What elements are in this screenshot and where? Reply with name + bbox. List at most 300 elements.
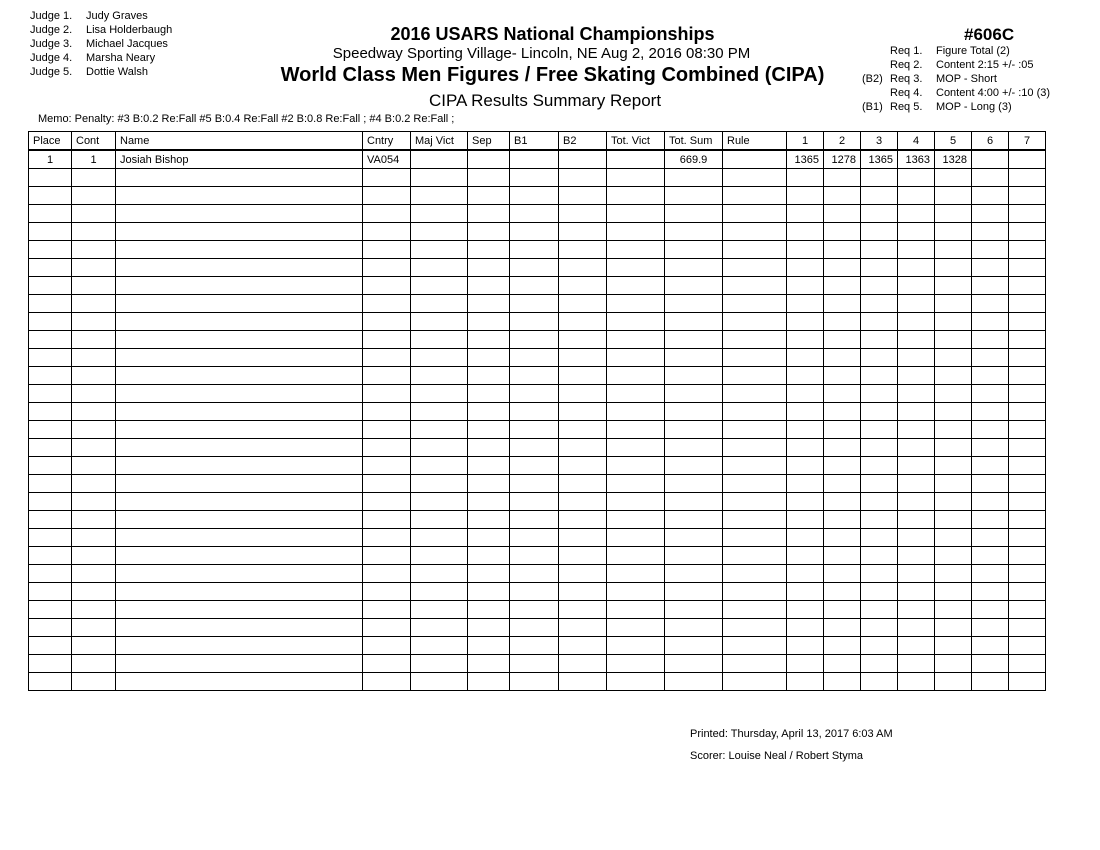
empty-cell bbox=[607, 349, 665, 367]
empty-cell bbox=[898, 403, 935, 421]
empty-cell bbox=[559, 529, 607, 547]
empty-cell bbox=[72, 295, 116, 313]
empty-cell bbox=[607, 457, 665, 475]
empty-cell bbox=[787, 637, 824, 655]
empty-cell bbox=[510, 277, 559, 295]
empty-cell bbox=[824, 529, 861, 547]
empty-cell bbox=[29, 475, 72, 493]
empty-cell bbox=[898, 583, 935, 601]
empty-cell bbox=[723, 511, 787, 529]
empty-cell bbox=[468, 475, 510, 493]
empty-cell bbox=[723, 457, 787, 475]
empty-cell bbox=[116, 673, 363, 691]
empty-cell bbox=[411, 241, 468, 259]
table-header-row bbox=[29, 132, 1046, 151]
empty-cell bbox=[861, 385, 898, 403]
empty-cell bbox=[723, 673, 787, 691]
empty-cell bbox=[935, 421, 972, 439]
empty-cell bbox=[363, 295, 411, 313]
empty-cell bbox=[607, 529, 665, 547]
empty-cell bbox=[411, 421, 468, 439]
empty-cell bbox=[824, 277, 861, 295]
empty-cell bbox=[787, 457, 824, 475]
empty-cell bbox=[411, 529, 468, 547]
col-header-name: Name bbox=[116, 132, 363, 151]
empty-cell bbox=[972, 655, 1009, 673]
empty-cell bbox=[972, 367, 1009, 385]
empty-cell bbox=[29, 457, 72, 475]
empty-cell bbox=[861, 259, 898, 277]
empty-cell bbox=[898, 493, 935, 511]
empty-cell bbox=[935, 457, 972, 475]
empty-cell bbox=[1009, 565, 1046, 583]
empty-cell bbox=[72, 169, 116, 187]
requirements-list bbox=[862, 44, 1050, 114]
empty-cell bbox=[665, 403, 723, 421]
table-row-empty bbox=[29, 637, 1046, 655]
empty-cell bbox=[1009, 601, 1046, 619]
empty-cell bbox=[665, 259, 723, 277]
empty-cell bbox=[72, 205, 116, 223]
empty-cell bbox=[861, 241, 898, 259]
empty-cell bbox=[510, 673, 559, 691]
empty-cell bbox=[723, 403, 787, 421]
empty-cell bbox=[861, 187, 898, 205]
empty-cell bbox=[559, 475, 607, 493]
empty-cell bbox=[116, 295, 363, 313]
empty-cell bbox=[861, 439, 898, 457]
empty-cell bbox=[510, 205, 559, 223]
empty-cell bbox=[723, 565, 787, 583]
empty-cell bbox=[935, 349, 972, 367]
table-row-empty bbox=[29, 601, 1046, 619]
empty-cell bbox=[824, 421, 861, 439]
empty-cell bbox=[1009, 187, 1046, 205]
empty-cell bbox=[723, 295, 787, 313]
empty-cell bbox=[468, 439, 510, 457]
empty-cell bbox=[898, 205, 935, 223]
empty-cell bbox=[972, 439, 1009, 457]
empty-cell bbox=[363, 241, 411, 259]
empty-cell bbox=[665, 295, 723, 313]
empty-cell bbox=[411, 223, 468, 241]
empty-cell bbox=[411, 457, 468, 475]
empty-cell bbox=[787, 205, 824, 223]
table-row-empty bbox=[29, 367, 1046, 385]
empty-cell bbox=[723, 259, 787, 277]
empty-cell bbox=[411, 655, 468, 673]
requirement-number: Req 5. bbox=[890, 101, 923, 113]
empty-cell bbox=[665, 475, 723, 493]
table-row-empty bbox=[29, 673, 1046, 691]
requirement-tag: (B2) bbox=[862, 73, 883, 85]
empty-cell bbox=[72, 367, 116, 385]
empty-cell bbox=[935, 331, 972, 349]
empty-cell bbox=[363, 385, 411, 403]
empty-cell bbox=[665, 349, 723, 367]
empty-cell bbox=[1009, 349, 1046, 367]
table-row-empty bbox=[29, 385, 1046, 403]
empty-cell bbox=[363, 367, 411, 385]
empty-cell bbox=[72, 493, 116, 511]
table-row-empty bbox=[29, 403, 1046, 421]
empty-cell bbox=[468, 295, 510, 313]
empty-cell bbox=[898, 313, 935, 331]
empty-cell bbox=[468, 187, 510, 205]
empty-cell bbox=[972, 349, 1009, 367]
empty-cell bbox=[468, 511, 510, 529]
empty-cell bbox=[787, 295, 824, 313]
empty-cell bbox=[898, 475, 935, 493]
empty-cell bbox=[935, 565, 972, 583]
empty-cell bbox=[723, 187, 787, 205]
empty-cell bbox=[29, 565, 72, 583]
empty-cell bbox=[510, 169, 559, 187]
empty-cell bbox=[824, 259, 861, 277]
empty-cell bbox=[559, 331, 607, 349]
empty-cell bbox=[607, 241, 665, 259]
empty-cell bbox=[72, 421, 116, 439]
empty-cell bbox=[607, 637, 665, 655]
empty-cell bbox=[723, 439, 787, 457]
empty-cell bbox=[72, 223, 116, 241]
empty-cell bbox=[1009, 169, 1046, 187]
empty-cell bbox=[468, 601, 510, 619]
empty-cell bbox=[787, 565, 824, 583]
table-row-empty bbox=[29, 421, 1046, 439]
empty-cell bbox=[116, 511, 363, 529]
cell-sep bbox=[468, 150, 510, 169]
empty-cell bbox=[510, 583, 559, 601]
empty-cell bbox=[72, 349, 116, 367]
requirement-text: Figure Total (2) bbox=[936, 45, 1010, 57]
empty-cell bbox=[29, 439, 72, 457]
empty-cell bbox=[510, 619, 559, 637]
cell-judge-3: 1365 bbox=[861, 150, 898, 169]
col-header-judge-5: 5 bbox=[935, 132, 972, 151]
judge-name: Dottie Walsh bbox=[86, 66, 148, 78]
empty-cell bbox=[559, 421, 607, 439]
cell-name: Josiah Bishop bbox=[116, 150, 363, 169]
requirement-row bbox=[862, 58, 1050, 72]
empty-cell bbox=[510, 511, 559, 529]
empty-cell bbox=[787, 241, 824, 259]
empty-cell bbox=[723, 421, 787, 439]
empty-cell bbox=[468, 493, 510, 511]
col-header-country: Cntry bbox=[363, 132, 411, 151]
empty-cell bbox=[824, 637, 861, 655]
empty-cell bbox=[411, 295, 468, 313]
empty-cell bbox=[972, 259, 1009, 277]
empty-cell bbox=[861, 295, 898, 313]
empty-cell bbox=[468, 169, 510, 187]
empty-cell bbox=[607, 601, 665, 619]
empty-cell bbox=[665, 511, 723, 529]
empty-cell bbox=[468, 655, 510, 673]
empty-cell bbox=[510, 439, 559, 457]
empty-cell bbox=[665, 565, 723, 583]
empty-cell bbox=[1009, 529, 1046, 547]
empty-cell bbox=[363, 205, 411, 223]
empty-cell bbox=[510, 241, 559, 259]
empty-cell bbox=[898, 385, 935, 403]
empty-cell bbox=[861, 637, 898, 655]
empty-cell bbox=[411, 367, 468, 385]
empty-cell bbox=[607, 583, 665, 601]
empty-cell bbox=[723, 637, 787, 655]
empty-cell bbox=[607, 493, 665, 511]
empty-cell bbox=[861, 601, 898, 619]
empty-cell bbox=[411, 331, 468, 349]
table-row bbox=[29, 150, 1046, 169]
empty-cell bbox=[607, 673, 665, 691]
empty-cell bbox=[116, 583, 363, 601]
empty-cell bbox=[861, 655, 898, 673]
empty-cell bbox=[1009, 457, 1046, 475]
empty-cell bbox=[787, 493, 824, 511]
empty-cell bbox=[116, 259, 363, 277]
empty-cell bbox=[787, 619, 824, 637]
empty-cell bbox=[861, 331, 898, 349]
empty-cell bbox=[363, 331, 411, 349]
table-row-empty bbox=[29, 169, 1046, 187]
empty-cell bbox=[898, 187, 935, 205]
printed-timestamp: Printed: Thursday, April 13, 2017 6:03 AM bbox=[690, 728, 893, 740]
empty-cell bbox=[510, 421, 559, 439]
empty-cell bbox=[468, 385, 510, 403]
empty-cell bbox=[824, 457, 861, 475]
empty-cell bbox=[935, 583, 972, 601]
empty-cell bbox=[72, 475, 116, 493]
empty-cell bbox=[510, 529, 559, 547]
col-header-cont: Cont bbox=[72, 132, 116, 151]
empty-cell bbox=[72, 583, 116, 601]
empty-cell bbox=[116, 241, 363, 259]
cell-judge-2: 1278 bbox=[824, 150, 861, 169]
empty-cell bbox=[468, 313, 510, 331]
empty-cell bbox=[723, 475, 787, 493]
empty-cell bbox=[861, 583, 898, 601]
empty-cell bbox=[898, 547, 935, 565]
empty-cell bbox=[116, 475, 363, 493]
empty-cell bbox=[898, 601, 935, 619]
empty-cell bbox=[607, 295, 665, 313]
requirement-text: Content 2:15 +/- :05 bbox=[936, 59, 1034, 71]
empty-cell bbox=[116, 205, 363, 223]
empty-cell bbox=[935, 277, 972, 295]
empty-cell bbox=[411, 601, 468, 619]
empty-cell bbox=[787, 403, 824, 421]
cell-b1 bbox=[510, 150, 559, 169]
empty-cell bbox=[510, 475, 559, 493]
empty-cell bbox=[1009, 367, 1046, 385]
col-header-rule: Rule bbox=[723, 132, 787, 151]
table-row-empty bbox=[29, 205, 1046, 223]
empty-cell bbox=[898, 169, 935, 187]
empty-cell bbox=[935, 187, 972, 205]
empty-cell bbox=[824, 367, 861, 385]
empty-cell bbox=[72, 565, 116, 583]
empty-cell bbox=[787, 421, 824, 439]
empty-cell bbox=[559, 295, 607, 313]
empty-cell bbox=[972, 421, 1009, 439]
col-header-judge-6: 6 bbox=[972, 132, 1009, 151]
table-row-empty bbox=[29, 223, 1046, 241]
empty-cell bbox=[1009, 475, 1046, 493]
empty-cell bbox=[411, 187, 468, 205]
empty-cell bbox=[824, 511, 861, 529]
table-row-empty bbox=[29, 439, 1046, 457]
empty-cell bbox=[935, 259, 972, 277]
empty-cell bbox=[972, 295, 1009, 313]
empty-cell bbox=[510, 565, 559, 583]
empty-cell bbox=[665, 331, 723, 349]
empty-cell bbox=[607, 385, 665, 403]
empty-cell bbox=[116, 169, 363, 187]
empty-cell bbox=[935, 385, 972, 403]
table-row-empty bbox=[29, 475, 1046, 493]
empty-cell bbox=[29, 223, 72, 241]
empty-cell bbox=[723, 277, 787, 295]
empty-cell bbox=[29, 421, 72, 439]
cell-rule bbox=[723, 150, 787, 169]
championship-title: 2016 USARS National Championships bbox=[390, 24, 715, 44]
empty-cell bbox=[559, 655, 607, 673]
empty-cell bbox=[559, 187, 607, 205]
empty-cell bbox=[723, 601, 787, 619]
empty-cell bbox=[898, 439, 935, 457]
empty-cell bbox=[787, 331, 824, 349]
penalty-memo: Memo: Penalty: #3 B:0.2 Re:Fall #5 B:0.4 Re:Fall #2 B:0.8 Re:Fall ; #4 B:0.2 Re:Fall ; bbox=[38, 113, 455, 125]
empty-cell bbox=[935, 529, 972, 547]
empty-cell bbox=[607, 511, 665, 529]
empty-cell bbox=[665, 421, 723, 439]
empty-cell bbox=[510, 367, 559, 385]
requirement-number: Req 2. bbox=[890, 59, 923, 71]
empty-cell bbox=[607, 187, 665, 205]
empty-cell bbox=[363, 313, 411, 331]
empty-cell bbox=[723, 223, 787, 241]
empty-cell bbox=[363, 493, 411, 511]
empty-cell bbox=[723, 205, 787, 223]
empty-cell bbox=[787, 367, 824, 385]
empty-cell bbox=[1009, 637, 1046, 655]
empty-cell bbox=[787, 547, 824, 565]
empty-cell bbox=[363, 619, 411, 637]
empty-cell bbox=[665, 457, 723, 475]
empty-cell bbox=[665, 493, 723, 511]
empty-cell bbox=[116, 367, 363, 385]
empty-cell bbox=[898, 673, 935, 691]
empty-cell bbox=[72, 187, 116, 205]
empty-cell bbox=[824, 331, 861, 349]
empty-cell bbox=[665, 601, 723, 619]
empty-cell bbox=[824, 619, 861, 637]
empty-cell bbox=[72, 673, 116, 691]
empty-cell bbox=[861, 403, 898, 421]
empty-cell bbox=[72, 277, 116, 295]
empty-cell bbox=[1009, 331, 1046, 349]
empty-cell bbox=[935, 295, 972, 313]
empty-cell bbox=[824, 313, 861, 331]
empty-cell bbox=[29, 349, 72, 367]
table-row-empty bbox=[29, 655, 1046, 673]
requirement-number: Req 1. bbox=[890, 45, 923, 57]
empty-cell bbox=[363, 601, 411, 619]
empty-cell bbox=[665, 277, 723, 295]
empty-cell bbox=[898, 565, 935, 583]
empty-cell bbox=[116, 439, 363, 457]
empty-cell bbox=[935, 439, 972, 457]
empty-cell bbox=[411, 205, 468, 223]
empty-cell bbox=[116, 655, 363, 673]
empty-cell bbox=[29, 169, 72, 187]
empty-cell bbox=[363, 673, 411, 691]
empty-cell bbox=[29, 241, 72, 259]
empty-cell bbox=[29, 385, 72, 403]
empty-cell bbox=[665, 223, 723, 241]
empty-cell bbox=[787, 223, 824, 241]
empty-cell bbox=[861, 493, 898, 511]
empty-cell bbox=[468, 403, 510, 421]
empty-cell bbox=[363, 529, 411, 547]
empty-cell bbox=[787, 655, 824, 673]
cell-judge-6 bbox=[972, 150, 1009, 169]
empty-cell bbox=[559, 313, 607, 331]
empty-cell bbox=[723, 493, 787, 511]
empty-cell bbox=[898, 457, 935, 475]
empty-cell bbox=[29, 277, 72, 295]
empty-cell bbox=[861, 619, 898, 637]
empty-cell bbox=[607, 421, 665, 439]
empty-cell bbox=[824, 169, 861, 187]
empty-cell bbox=[116, 457, 363, 475]
empty-cell bbox=[787, 313, 824, 331]
empty-cell bbox=[723, 385, 787, 403]
empty-cell bbox=[972, 475, 1009, 493]
empty-cell bbox=[824, 601, 861, 619]
requirement-row bbox=[862, 44, 1050, 58]
empty-cell bbox=[559, 619, 607, 637]
col-header-judge-7: 7 bbox=[1009, 132, 1046, 151]
empty-cell bbox=[972, 601, 1009, 619]
empty-cell bbox=[972, 331, 1009, 349]
empty-cell bbox=[29, 583, 72, 601]
empty-cell bbox=[787, 529, 824, 547]
empty-cell bbox=[29, 547, 72, 565]
empty-cell bbox=[72, 529, 116, 547]
empty-cell bbox=[824, 673, 861, 691]
event-title: World Class Men Figures / Free Skating Combined (CIPA) bbox=[280, 64, 825, 86]
empty-cell bbox=[824, 205, 861, 223]
empty-cell bbox=[607, 259, 665, 277]
table-row-empty bbox=[29, 583, 1046, 601]
empty-cell bbox=[665, 439, 723, 457]
empty-cell bbox=[116, 619, 363, 637]
empty-cell bbox=[898, 331, 935, 349]
empty-cell bbox=[898, 367, 935, 385]
empty-cell bbox=[510, 259, 559, 277]
empty-cell bbox=[723, 313, 787, 331]
empty-cell bbox=[665, 367, 723, 385]
empty-cell bbox=[723, 619, 787, 637]
empty-cell bbox=[665, 583, 723, 601]
empty-cell bbox=[363, 439, 411, 457]
empty-cell bbox=[116, 187, 363, 205]
empty-cell bbox=[363, 187, 411, 205]
empty-cell bbox=[29, 637, 72, 655]
judge-name: Michael Jacques bbox=[86, 38, 168, 50]
